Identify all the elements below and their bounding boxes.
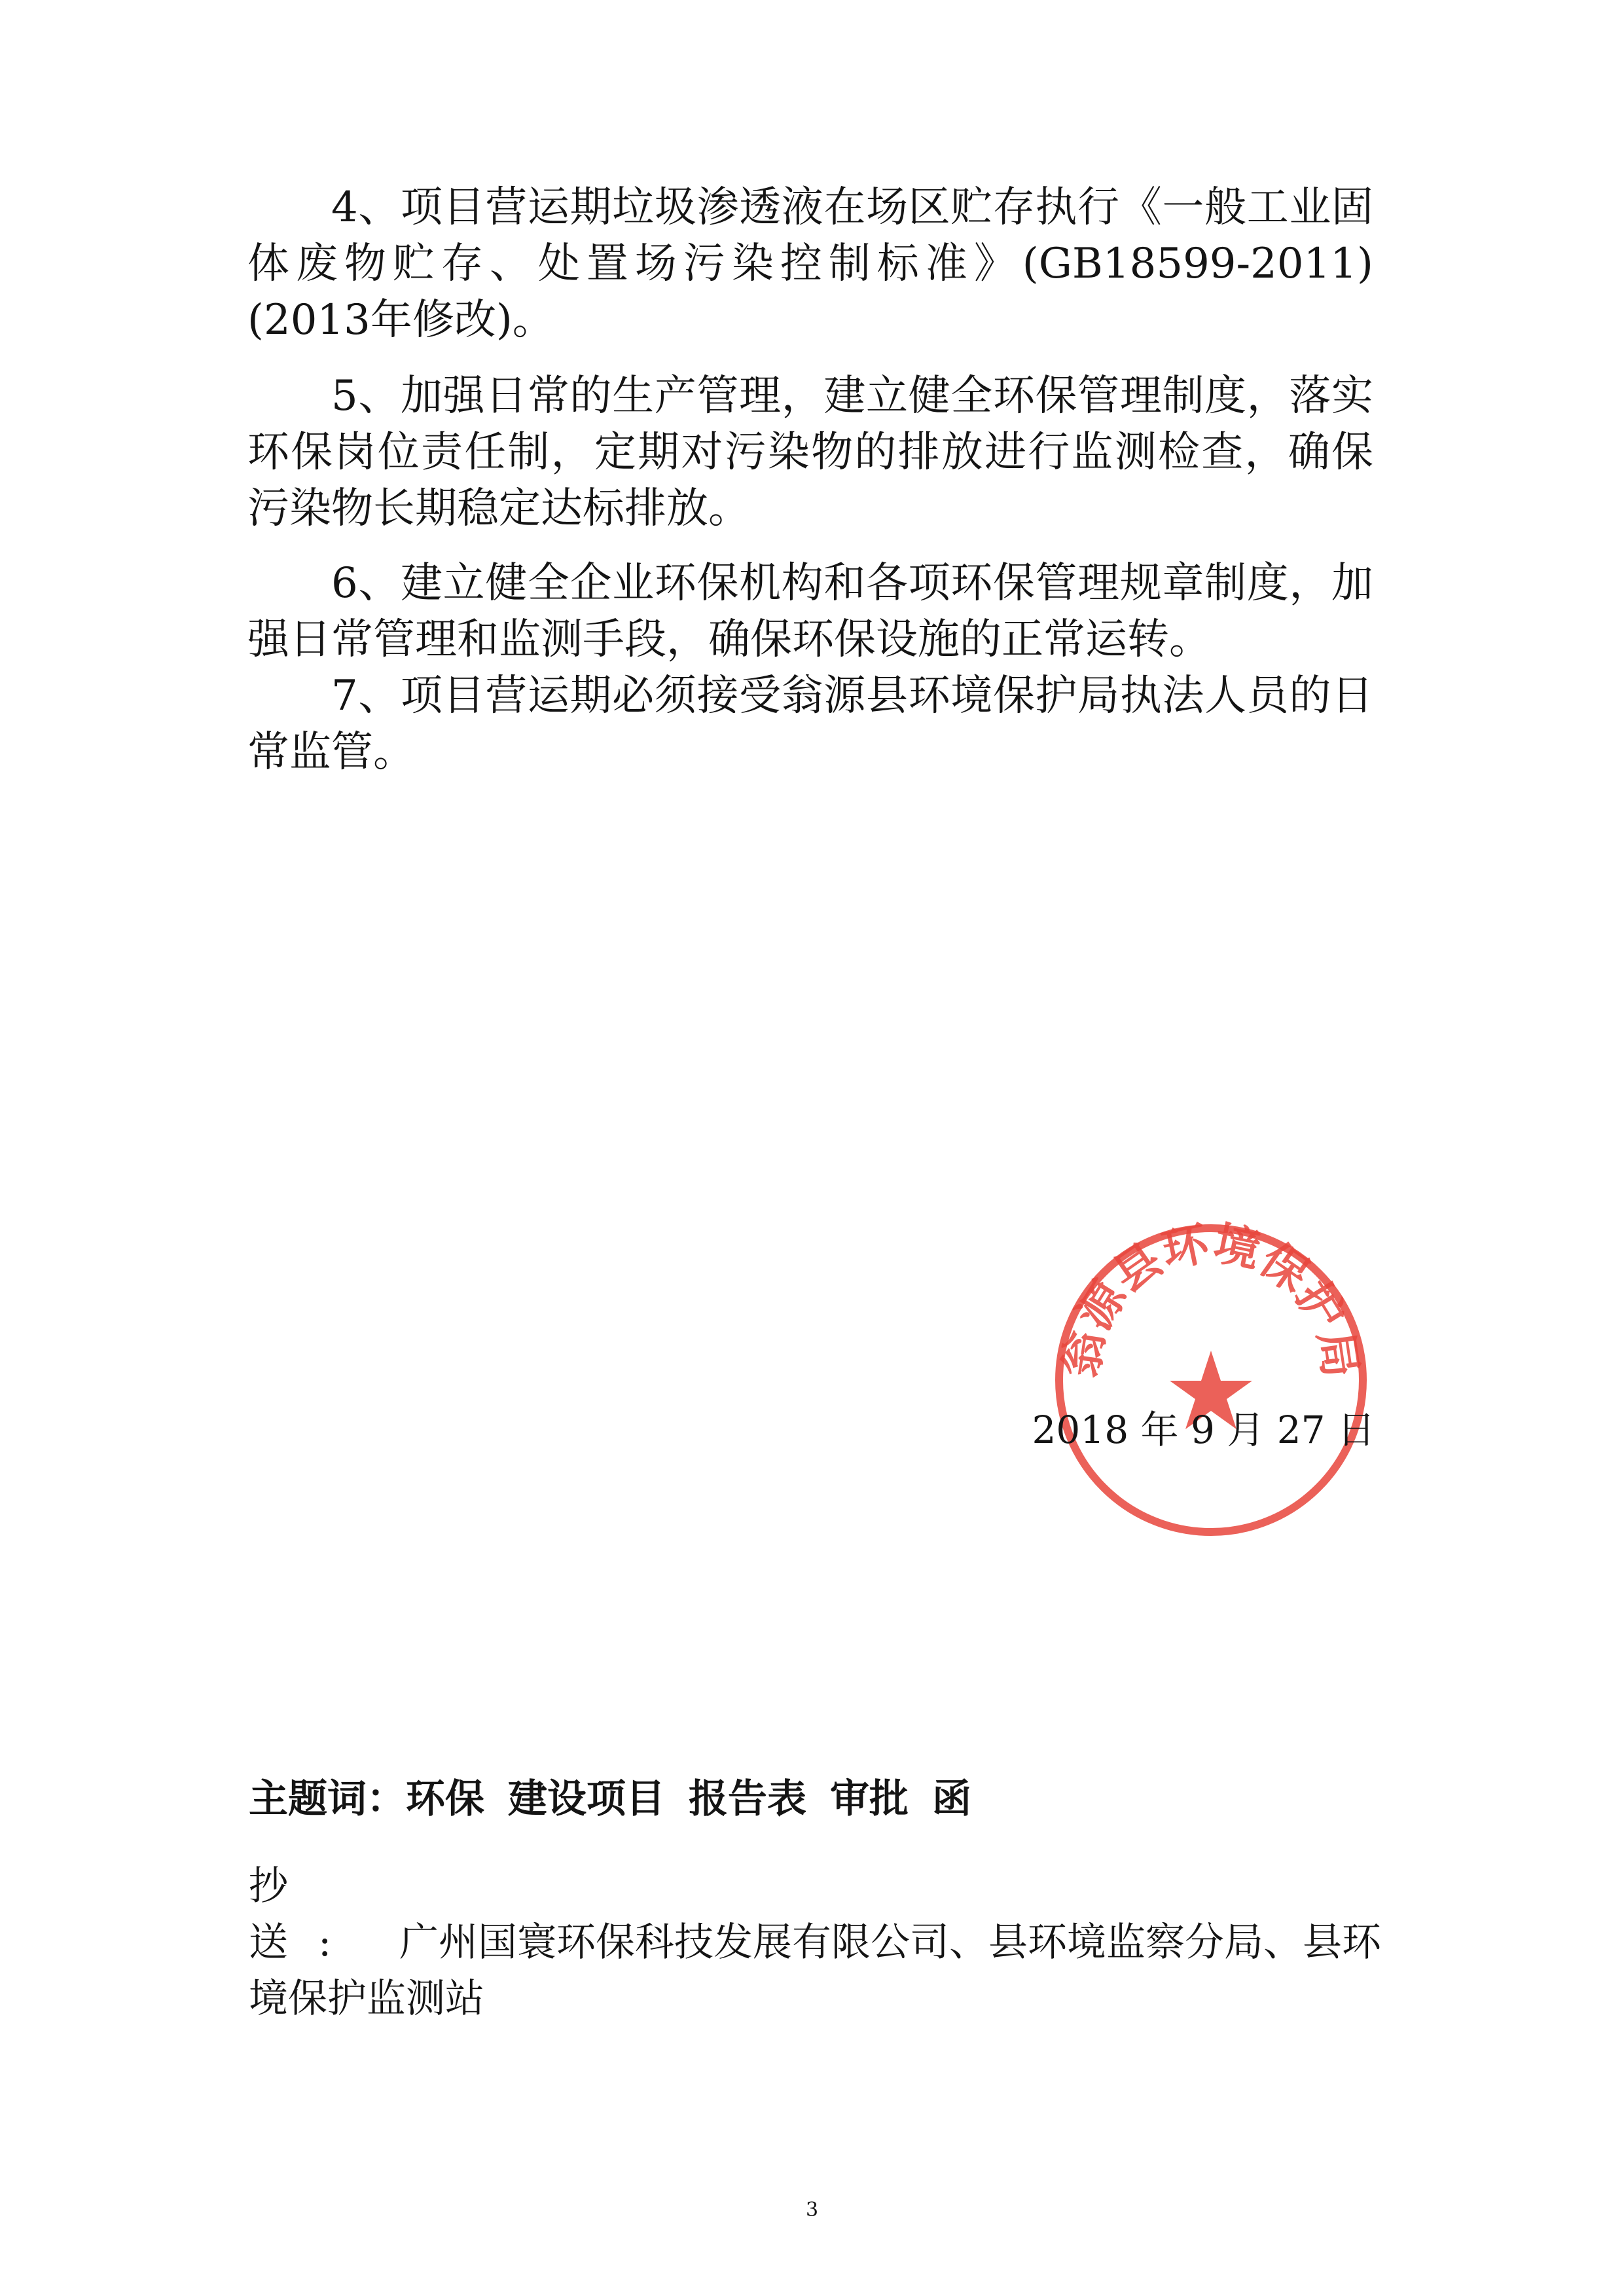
paragraph-4: 4、项目营运期垃圾渗透液在场区贮存执行《一般工业固体废物贮存、处置场污染控制标准》(GB18599-2011)(2013年修改)。 xyxy=(247,183,1373,344)
keyword: 审批 xyxy=(830,1776,909,1822)
keyword: 环保 xyxy=(406,1776,484,1822)
subject-keywords xyxy=(249,1773,971,1825)
official-seal xyxy=(1047,1216,1375,1544)
issue-date: 2018 年 9 月 27 日 xyxy=(1032,1408,1375,1452)
paragraph-5: 5、加强日常的生产管理，建立健全环保管理制度，落实环保岗位责任制，定期对污染物的排放进行监测检查，确保污染物长期稳定达标排放。 xyxy=(247,372,1373,533)
paragraph-7: 7、项目营运期必须接受翁源县环境保护局执法人员的日常监管。 xyxy=(247,672,1373,776)
keyword: 建设项目 xyxy=(508,1776,665,1822)
cc-label: 抄送: xyxy=(249,1863,362,1965)
paragraph-6: 6、建立健全企业环保机构和各项环保管理规章制度，加强日常管理和监测手段，确保环保设施的正常运转。 xyxy=(247,559,1373,664)
page-number: 3 xyxy=(805,2198,819,2221)
keyword: 函 xyxy=(932,1776,971,1822)
keywords-label: 主题词： xyxy=(249,1776,406,1822)
cc-recipients: 广州国寰环保科技发展有限公司、县环境监察分局、县环境保护监测站 xyxy=(249,1920,1381,2022)
seal-text: 翁源县环境保护局 xyxy=(1054,1216,1368,1381)
carbon-copy xyxy=(249,1858,1388,2027)
keyword: 报告表 xyxy=(689,1776,806,1822)
